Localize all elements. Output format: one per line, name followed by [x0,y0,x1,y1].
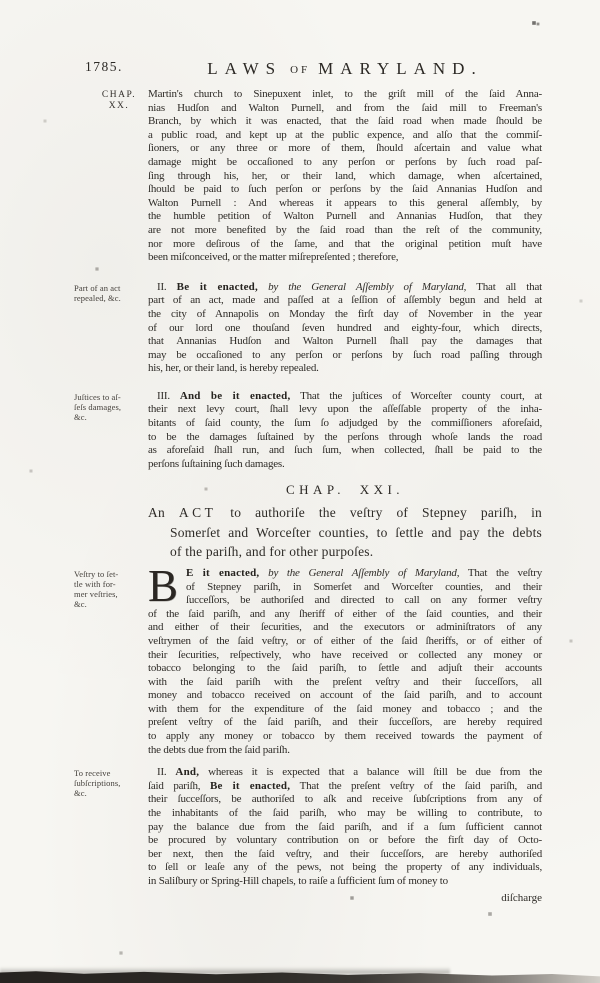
text-line [148,689,542,703]
text-segment: whereas it is expected that a balance will ſtill be due from the [199,766,542,779]
text-segment: by the General Aſſembly of Maryland, [257,280,467,293]
text-line [148,503,542,523]
para-sec2-repeal [0,281,600,376]
text-segment: their next levy court, ſhall levy upon the aſſeſſable property of the inha- [148,403,542,416]
text-line [148,210,542,224]
margin-note [74,392,144,422]
text-line [148,129,542,143]
text-segment: part of an act, made and paſſed at a ſeſſion of aſſembly begun and held at [148,294,542,307]
text-line [148,730,542,744]
text-segment: perſons ſuſtaining ſuch damages. [148,457,285,470]
text-line [148,335,542,349]
margin-note-line: mer veſtries, [74,588,118,599]
text-line [148,142,542,156]
page-header [0,0,600,79]
text-line [148,523,542,543]
text-segment: with them for the expenditure of the ſaid money and tobacco ; and the [148,702,542,715]
text-line [148,251,542,265]
text-segment: in Saliſbury or Spring-Hill chapels, to raiſe a ſufficient ſum of money to [148,875,448,887]
text-line [148,197,542,211]
text-segment: as aforeſaid ſhall run, and ſuch ſum, when collected, ſhall be paid to the [148,444,542,457]
text-segment: the debts due from the ſaid pariſh. [148,743,290,756]
text-segment: That the preſent veſtry of the ſaid pariſh, and [290,779,542,792]
margin-note-line: Juſtices to aſ- [74,391,121,402]
text-segment: ber next, then the ſaid veſtry, and their ſucceſſors, are hereby authoriſed [148,847,542,860]
text-line [148,281,542,295]
margin-note [74,768,144,798]
text-line [148,102,542,116]
text-segment: the inhabitants of the ſaid pariſh, who may be willing to contribute, to [148,807,542,820]
catchword-row [0,891,600,905]
text-segment: of the pariſh, and for other purpoſes. [170,544,374,560]
margin-note [74,569,144,609]
text-segment: That all that [466,280,542,293]
text-segment: ſing through his, her, or their land, which damage, when aſcertained, [148,169,542,182]
text-segment: and either of their ſecurities, and the executors or adminiſtrators of any [148,621,542,634]
text-segment: with the ſaid pariſh with the preſent veſtry and their ſucceſſors, all [148,675,542,688]
running-title-laws: LAWS [207,59,283,78]
text-segment: And, [175,766,200,779]
text-line [148,793,542,807]
text-segment: may be occaſioned to any perſon or perſons by ſuch road paſſing through [148,348,542,361]
page-bottom-scan-shadow [0,968,600,983]
text-segment: veſtrymen of the ſaid veſtry, or of either of the ſaid ſheriffs, or of either of [148,634,542,647]
text-segment: damage might be occaſioned to any perſon or perſons by ſuch road paſ- [148,155,542,168]
text-line [148,156,542,170]
text-segment: Martin's church to Sinepuxent inlet, to the griſt mill of the ſaid Anna- [148,88,542,100]
block-body [148,766,542,888]
para-chap20-continuation [0,88,600,265]
text-line [148,115,542,129]
text-segment: their ſecurities, reſpectively, who have received or collected any money or [148,648,542,661]
text-line [148,458,542,472]
text-segment: That the veſtry [459,566,543,579]
text-segment: Walton Purnell : And whereas it appears to this general aſſembly, by [148,196,542,209]
text-line [148,608,542,622]
text-segment: tobacco belonging to the ſaid pariſh, to ſettle and adjuſt their accounts [148,662,542,675]
chap21-heading [0,482,600,498]
drop-cap: B [148,560,179,611]
margin-note-line: ſubſcriptions, [74,778,121,789]
text-line [148,861,542,875]
text-segment: bitants of ſaid county, the ſum ſo adjudged by the commiſſioners aforeſaid, [148,417,542,430]
text-segment: the humble petition of Walton Purnell and Annanias Hudſon, that they [148,210,542,223]
text-line [148,875,542,889]
text-segment: ſioners, or any three or more of them, ſhould aſcertain and value what [148,142,542,155]
text-line [148,431,542,445]
catchword: diſcharge [501,891,542,904]
running-title-maryland: MARYLAND. [318,59,483,78]
text-segment: their ſucceſſors, be authoriſed to aſk and receive ſubſcriptions from any of [148,793,542,806]
chap21-act-title [0,503,600,562]
text-segment: Branch, by which it was enacted, that the ſaid road when made ſhould be [148,115,542,128]
text-line [148,780,542,794]
text-segment: And be it enacted, [179,389,291,402]
block-body [148,390,542,472]
text-line [148,542,542,562]
text-segment: E it enacted, [186,566,260,579]
text-segment: preſent veſtry of the ſaid pariſh, and their ſucceſſors, are hereby required [148,716,542,729]
text-segment: to be the damages ſuſtained by the perſons through whoſe lands the road [148,430,542,443]
text-segment: ſucceſſors, be authoriſed and directed to call on any former veſtry [186,594,542,607]
margin-note-line: Veſtry to ſet- [74,568,119,579]
text-segment: ſaid pariſh, [148,779,210,792]
text-line [148,766,542,780]
margin-note [74,283,144,303]
text-line [148,362,542,376]
text-line [148,807,542,821]
text-segment: of Stepney pariſh, in Somerſet and Worceſter counties, and their [186,580,542,593]
text-line [148,417,542,431]
text-line [148,621,542,635]
text-segment: nias Hudſon and Walton Purnell, and from the ſaid mill to Freeman's [148,101,542,114]
text-line [148,635,542,649]
block-body [148,560,543,757]
text-segment: Somerſet and Worceſter counties, to ſettle and pay the debts [170,524,542,540]
text-line [148,294,542,308]
margin-note-line: tle with for- [74,578,116,589]
text-segment: of our lord one thouſand ſeven hundred and eighty-four, which directs, [148,321,542,334]
text-line [148,716,542,730]
para-chap21-sec2 [0,766,600,888]
text-segment: An [148,505,179,521]
text-line [148,183,542,197]
text-segment: a public road, and kept up at the public expence, and alſo that the commiſ- [148,128,542,141]
text-line [148,224,542,238]
text-segment: the city of Annapolis on Monday the firſt day of November in the year [148,307,542,320]
para-sec3-justices [0,390,600,472]
text-segment: been miſconceived, or the matter miſrepreſented ; therefore, [148,251,399,264]
text-line [148,848,542,862]
text-segment: to apply any money or tobacco by them received towards the payment of [148,730,542,743]
text-segment: be procured by voluntary contribution on or before the firſt day of Octo- [148,834,542,847]
text-segment: CHAP. XXI. [285,482,405,498]
text-line [148,676,542,690]
text-segment: of the ſaid pariſh, and any ſheriff of either of the ſaid counties, and their [148,607,542,620]
text-line [148,444,542,458]
margin-note-line: To receive [74,768,111,779]
text-segment: ACT [178,505,217,521]
margin-note-line: &c. [74,788,87,799]
margin-note-line: CHAP. [101,90,137,100]
block-body [148,482,542,498]
text-line [148,170,542,184]
text-segment: II. [157,766,176,779]
para-chap21-sec1 [0,560,600,757]
text-line [148,703,542,717]
text-segment: Be it enacted, [176,280,258,293]
text-segment: III. [157,389,180,402]
margin-note-line: repealed, &c. [74,292,121,303]
text-line [148,834,542,848]
text-segment: to authoriſe the veſtry of Stepney pariſh, in [216,505,542,521]
text-line [148,581,542,595]
margin-note-line: &c. [74,411,87,422]
margin-note-line: Part of an act [74,282,121,293]
text-line [148,308,542,322]
text-line [148,88,542,102]
text-line [148,390,542,404]
text-line [148,322,542,336]
margin-note-line: XX. [108,100,130,111]
text-segment: nor more deſirous of the ſame, and that the original petition muſt have [148,237,542,250]
page-year: 1785. [85,59,123,74]
text-segment: to ſell or leaſe any of the pews, not being the property of any individuals, [148,861,542,874]
text-segment: his, her, or their land, is hereby repealed. [148,362,319,375]
text-segment: money and tobacco received on account of the ſaid pariſh, and to account [148,689,542,702]
text-line [148,567,542,581]
text-segment: Be it enacted, [209,779,291,792]
text-line [148,238,542,252]
text-segment: that Annanias Hudſon and Walton Purnell ſhall pay the damages that [148,335,542,348]
block-body [148,281,542,376]
text-segment: are not more benefited by the ſaid road than the reſt of the community, [148,223,542,236]
text-segment: II. [157,280,177,293]
text-line [148,594,542,608]
text-segment: by the General Aſſembly of Maryland, [259,566,460,579]
text-line [148,649,542,663]
block-body [148,503,542,562]
text-blocks [0,88,600,889]
text-line [148,403,542,417]
margin-note [96,90,142,111]
text-line [148,482,542,498]
text-line [148,821,542,835]
text-line [148,744,542,758]
text-segment: That the juſtices of Worceſter county court, at [290,389,542,402]
margin-note-line: &c. [74,598,87,609]
margin-note-line: ſeſs damages, [74,401,122,412]
block-body [148,88,542,265]
running-title-of: OF [290,64,311,76]
text-segment: ſhould be paid to ſuch perſon or perſons by the ſaid Annanias Hudſon and [148,183,542,196]
text-segment: pay the balance due from the ſaid pariſh, and if a ſum ſufficient cannot [148,820,542,833]
text-line [148,349,542,363]
text-line [148,662,542,676]
running-title [148,59,542,79]
